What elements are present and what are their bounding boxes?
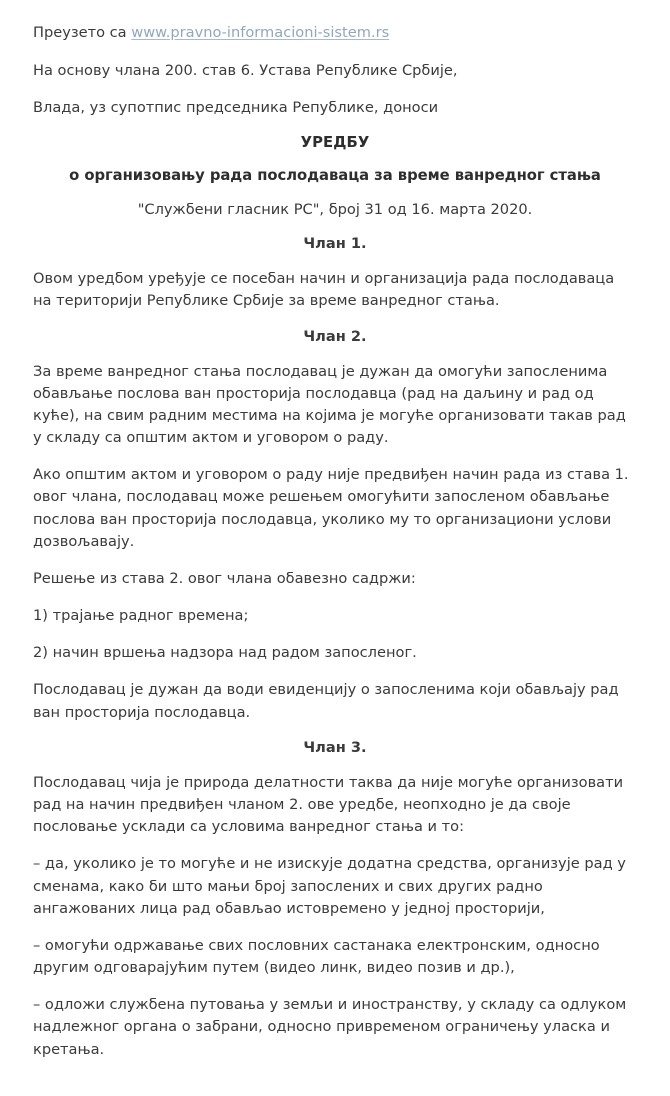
article-3-dash-item-2: – омогући одржавање свих пословних састанака електронским, односно другим одговарајућим путем (видео линк, видео позив и др.), — [33, 936, 600, 977]
article-2-list-item-2: 2) начин вршења надзора над радом запосленог. — [33, 644, 417, 662]
document-subtitle: о организовању рада послодаваца за време ванредног стања — [69, 167, 601, 185]
article-3-dash-item-1: – да, уколико је то могуће и не изискује додатна средства, организује рад у сменама, како би што мањи број запослених и свих других радно ангажованих лица рад обављао истовремено у једној просторији, — [33, 855, 626, 917]
article-heading-2: Члан 2. — [303, 327, 367, 345]
gazette-reference: "Службени гласник РС", број 31 од 16. марта 2020. — [137, 201, 533, 219]
article-2-paragraph-4: Послодавац је дужан да води евиденцију о запосленима који обављају рад ван просторија послодавца. — [33, 681, 619, 721]
article-2-paragraph-1: За време ванредног стања послодавац је дужан да омогући запосленима обављање послова ван просторија послодавца (рад на даљину и рад од куће), на свим радним местима на којима је могуће организовати такав рад у складу са општим актом и уговором о раду. — [33, 362, 626, 447]
source-attribution — [33, 22, 637, 44]
article-3-paragraph-1: Послодавац чија је природа делатности таква да није могуће организовати рад на начин предвиђен чланом 2. ове уредбе, неопходно је да своје пословање усклади са условима ванредног стања и то: — [33, 773, 624, 836]
source-website-link[interactable]: www.pravno-informacioni-sistem.rs — [131, 24, 390, 41]
source-prefix: Преузето са — [33, 24, 132, 41]
article-1-paragraph-1: Овом уредбом уређује се посебан начин и организација рада послодаваца на територији Републике Србије за време ванредног стања. — [33, 270, 615, 310]
article-heading-1: Члан 1. — [303, 235, 367, 253]
article-2-paragraph-3: Решење из става 2. овог члана обавезно садржи: — [33, 569, 416, 587]
article-heading-3: Члан 3. — [303, 738, 367, 756]
document-title: УРЕДБУ — [300, 134, 370, 152]
article-2-list-item-1: 1) трајање радног времена; — [33, 607, 249, 625]
article-3-dash-item-3: – одложи службена путовања у земљи и иностранству, у складу са одлуком надлежног органа о забрани, односно привременом ограничењу уласка и кретања. — [33, 996, 627, 1058]
article-2-paragraph-2: Ако општим актом и уговором о раду није предвиђен начин рада из става 1. овог члана, послодавац може решењем омогућити запосленом обављање послова ван просторија послодавца, уколико му то организациони услови дозвољавају. — [33, 466, 629, 550]
preamble-line-2: Влада, уз супотпис председника Републике, доноси — [33, 99, 439, 117]
preamble-line-1: На основу члана 200. став 6. Устава Републике Србије, — [33, 61, 458, 79]
